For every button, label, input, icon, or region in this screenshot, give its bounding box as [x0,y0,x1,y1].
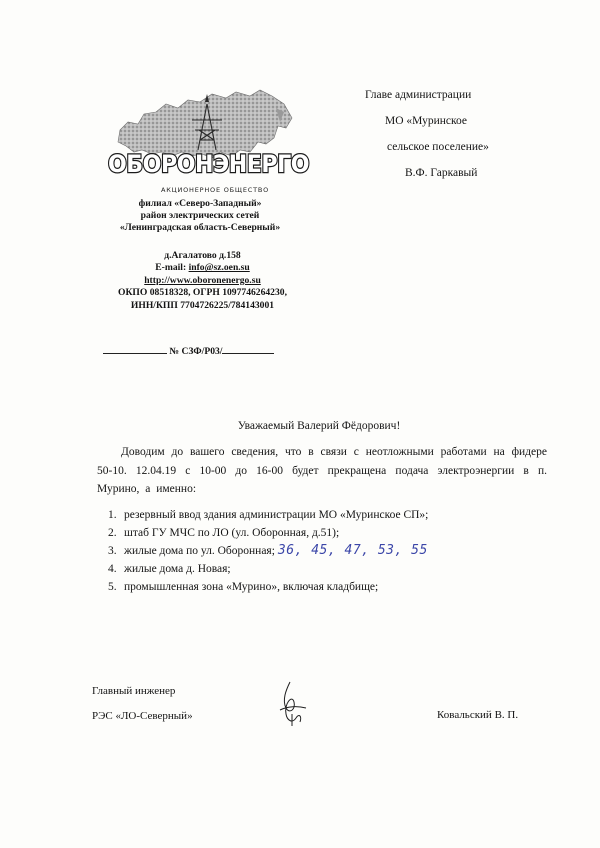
signatory-position [92,679,193,729]
website-link[interactable]: http://www.oboronenergo.su [144,274,261,286]
company-logo-subtitle: АКЦИОНЕРНОЕ ОБЩЕСТВО [160,186,270,194]
list-item-number: 4. [108,563,117,575]
sender-branch: филиал «Северо-Западный» [138,198,262,209]
contacts-block [100,250,305,312]
signatory-position-line: Главный инженер [92,685,176,697]
list-item-number: 1. [108,509,117,521]
sender-district: район электрических сетей [140,210,260,221]
outage-list [108,506,528,596]
company-logo-name: ОБОРОНЭНЕРГО [108,150,310,178]
signatory-position-line: РЭС «ЛО-Северный» [92,710,193,722]
signatory-name: Ковальский В. П. [437,709,519,721]
reference-blank-line [103,344,167,354]
inn-kpp: ИНН/КПП 7704726225/784143001 [130,299,275,311]
list-item [108,542,528,560]
list-item-number: 2. [108,527,117,539]
handwritten-signature-icon [272,680,312,728]
list-item-number: 3. [108,545,117,557]
sender-region: «Ленинградская область-Северный» [119,222,281,233]
okpo-ogrn: ОКПО 08518328, ОГРН 1097746264230, [118,287,287,299]
handwritten-house-numbers: 36, 45, 47, 53, 55 [277,543,428,558]
list-item-text: резервный ввод здания администрации МО «Муринское СП»; [124,509,429,521]
list-item [108,578,528,596]
list-item-text: жилые дома по ул. Оборонная; [124,545,275,557]
recipient-line: сельское поселение» [387,141,489,153]
email-link[interactable]: info@sz.oen.su [188,262,250,274]
list-item [108,506,528,524]
email-row [100,262,305,274]
letter-body [97,443,547,499]
greeting [0,420,600,432]
sender-block [100,198,300,234]
list-item-text: штаб ГУ МЧС по ЛО (ул. Оборонная, д.51); [124,527,340,539]
recipient-line: Главе администрации [365,89,472,101]
list-item-number: 5. [108,581,117,593]
list-item-text: промышленная зона «Мурино», включая кладбище; [124,581,379,593]
recipient-line: МО «Муринское [385,115,468,127]
reference-blank-line [222,344,274,354]
body-paragraph: Доводим до вашего сведения, что в связи с неотложными работами на фидере 50-10. 12.04.19 с 10-00 до 16-00 будет прекращена подача электроэнергии в п. Мурино, а именно: [97,446,547,495]
reference-number [103,344,274,357]
reference-label: № СЗФ/Р03/ [169,346,223,357]
list-item-text: жилые дома д. Новая; [124,563,231,575]
email-label: E-mail: [155,262,187,274]
recipient-block [365,82,555,186]
greeting-text: Уважаемый Валерий Фёдорович! [237,420,401,432]
russia-map-logo-icon [108,82,310,198]
list-item [108,560,528,578]
recipient-name: В.Ф. Гаркавый [405,167,478,179]
sender-address: д.Агалатово д.158 [164,250,241,261]
list-item [108,524,528,542]
